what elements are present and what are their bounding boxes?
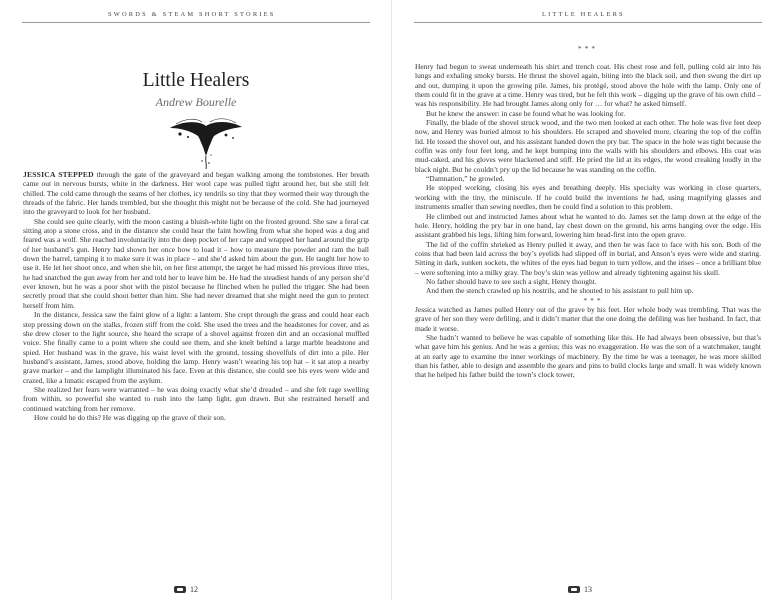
paragraph: No father should have to see such a sight, Henry thought.	[426, 276, 597, 286]
folio-ornament-icon	[568, 586, 580, 593]
section-break: ***	[583, 295, 604, 305]
page-number-left	[174, 585, 198, 594]
header-rule-right	[414, 22, 762, 23]
paragraph-text: through the gate of the graveyard and began walking among the tombstones. Her breath came out in nervous bursts, white in the darkness. Her wool cape was pulled tight around her, but she still felt chilled. The cold came through the seams of her clothes, icy tendrils so tiny that they wormed their way through the threads of the fabric. Her hands trembled, but she thought this might not be because of the cold. She had journeyed into the graveyard to look for her husband.	[23, 170, 370, 217]
paragraph: She realized her fears were warranted – he was doing exactly what she’d dreaded – and she felt rage swelling from within, so powerful she wanted to rush into the lamp light, gun drawn. But she restrained herself and continued watching from her remove.	[23, 384, 369, 413]
paragraph: How could he do this? He was digging up the grave of their son.	[34, 412, 226, 422]
paragraph: Henry had begun to sweat underneath his shirt and trench coat. His chest rose and fell, pulling cold air into his lungs and exhaling smoky bursts. He thrust the shovel again, biting into the black soil, and then swung the dirt up and out, dumping it upon the growing pile. James, his protégé, stood above the hole with the lamp. Only one of them could fit in the grave at a time. Henry was tired, but he felt this work – digging up the grave of his own child – was his responsibility. He had brought James along only for … for what? he asked himself.	[415, 62, 761, 109]
paragraph: In the distance, Jessica saw the faint glow of a light: a lantern. She crept through the grass and could hear each step pressing down on the stalks, frozen stiff from the cold. She used the trees and the headstones for cover, and as she drew closer to the light source, she heard the scrape of a shovel against frozen dirt and an occasional muffled voice. She finally came to a point where she could see them, and she knelt behind a large marble headstone and spied. Her husband was in the grave, his waist level with the ground, tossing shovelfuls of dirt into a pile. Her husband’s assistant, James, stood above, holding the lamp. Henry wasn’t wearing his top hat – it sat atop a nearby grave marker – and the lamplight illuminated his face. Even at this distance, she could see his eyes were wide and crazed, like a lunatic escaped from the asylum.	[23, 310, 369, 385]
paragraph: But he knew the answer: in case he found what he was looking for.	[426, 108, 626, 118]
running-head-left: SWORDS & STEAM SHORT STORIES	[108, 11, 276, 18]
lead-in: JESSICA STEPPED	[23, 170, 94, 179]
folio-ornament-icon	[174, 586, 186, 593]
section-break: ***	[577, 44, 599, 53]
right-page	[392, 0, 784, 600]
paragraph: The lid of the coffin shrieked as Henry pulled it away, and then he was face to face with his son. Both of the coins that had been laid across the boy’s eyelids had slipped off in burial, and Anson’s eyes were wide and staring. Sitting in dark, sunken sockets, the whites of the eyes had begun to turn yellow, and the irises – once a brilliant blue – were softening into a milky gray. The boy’s skin was yellow and already tightening against his skull.	[415, 239, 761, 277]
paragraph: She hadn’t wanted to believe he was capable of something like this. He had always been obsessive, but that’s what gave him his genius. And he was a genius; this was no exaggeration. He was the son of a watchmaker, taught at an early age to examine the inner workings of machinery. By the time he was a teenager, he was more skilled than his father, able to design and assemble the gears and pins to build clocks large and small. It was widely known that he helped his father build the town’s clock tower,	[415, 332, 761, 380]
page-number: 12	[190, 585, 198, 594]
page-number: 13	[584, 585, 592, 594]
paragraph: And then the stench crawled up his nostrils, and he shouted to his assistant to pull him up.	[426, 286, 694, 296]
paragraph: “Damnation,” he growled.	[426, 174, 505, 184]
page-number-right	[568, 585, 592, 594]
running-head-right: LITTLE HEALERS	[542, 11, 625, 18]
paragraph: She could see quite clearly, with the moon casting a bluish-white light on the frosted ground. She saw a feral cat sitting atop a stone cross, and in the distance she could hear the faint howling from what she hoped was a dog and feared was a wolf. She reached involuntarily into the deep pocket of her cape and wrapped her hand around the grip of her husband’s gun. Henry had shown her once how to load it – how to measure the powder and ram the ball down the barrel, tamping it to make sure it was in place – and she’d asked him about the gun. He taught her how to use it. He let her shoot once, and when she hit, on her first attempt, the target he had missed his previous three tries, he had snatched the gun away from her and told her to leave him be. He had the steadiest hands of any person she’d ever known, but he was a poor shot with the pistol because he flinched when he pulled the trigger. She had been secretly proud that she could shoot better than him. She had never dreamed that she might need the gun to protect herself from him.	[23, 216, 369, 310]
paragraph: Jessica watched as James pulled Henry out of the grave by his feet. Her whole body was trembling. That was the grave of her son they were defiling, and it didn’t matter that the one doing the defiling was her husband. In fact, that made it worse.	[415, 304, 761, 333]
right-body-text	[415, 62, 761, 380]
left-body-text	[23, 170, 369, 422]
story-title: Little Healers	[142, 70, 250, 91]
header-rule-left	[22, 22, 370, 23]
paragraph	[23, 170, 369, 217]
paragraph: Finally, the blade of the shovel struck wood, and the two men looked at each other. The hole was five feet deep now, and Henry was buried almost to his shoulders. He scraped and shoveled more, clearing the top of the coffin lid. He tossed the shovel out, and his assistant handed down the pry bar. The space in the hole was tight because the coffin was only four feet long, and he kept bumping into the walls with his shoulders and elbows. His coat was mud-caked, and his gloves were blackened and stiff. He pried the lid at its edges, the wood creaking loudly in the black night. But he couldn’t pry up the lid because he was standing on the coffin.	[415, 118, 761, 174]
paragraph: He climbed out and instructed James about what he wanted to do. James set the lamp down at the edge of the hole. Henry, holding the pry bar in one hand, lay chest down on the ground, his arms hanging over the edge. His assistant grabbed his legs, lifting him forward, lowering him head-first into the open grave.	[415, 211, 761, 240]
paragraph: He stopped working, closing his eyes and breathing deeply. His specialty was working in close quarters, working with the tiny, the miniscule. If he could build the inventions he had, using magnifying glasses and instruments smaller than sewing needles, then he could find a solution to this problem.	[415, 183, 761, 212]
author-name: Andrew Bourelle	[155, 95, 237, 109]
ink-splatter-ornament-icon	[166, 112, 246, 172]
